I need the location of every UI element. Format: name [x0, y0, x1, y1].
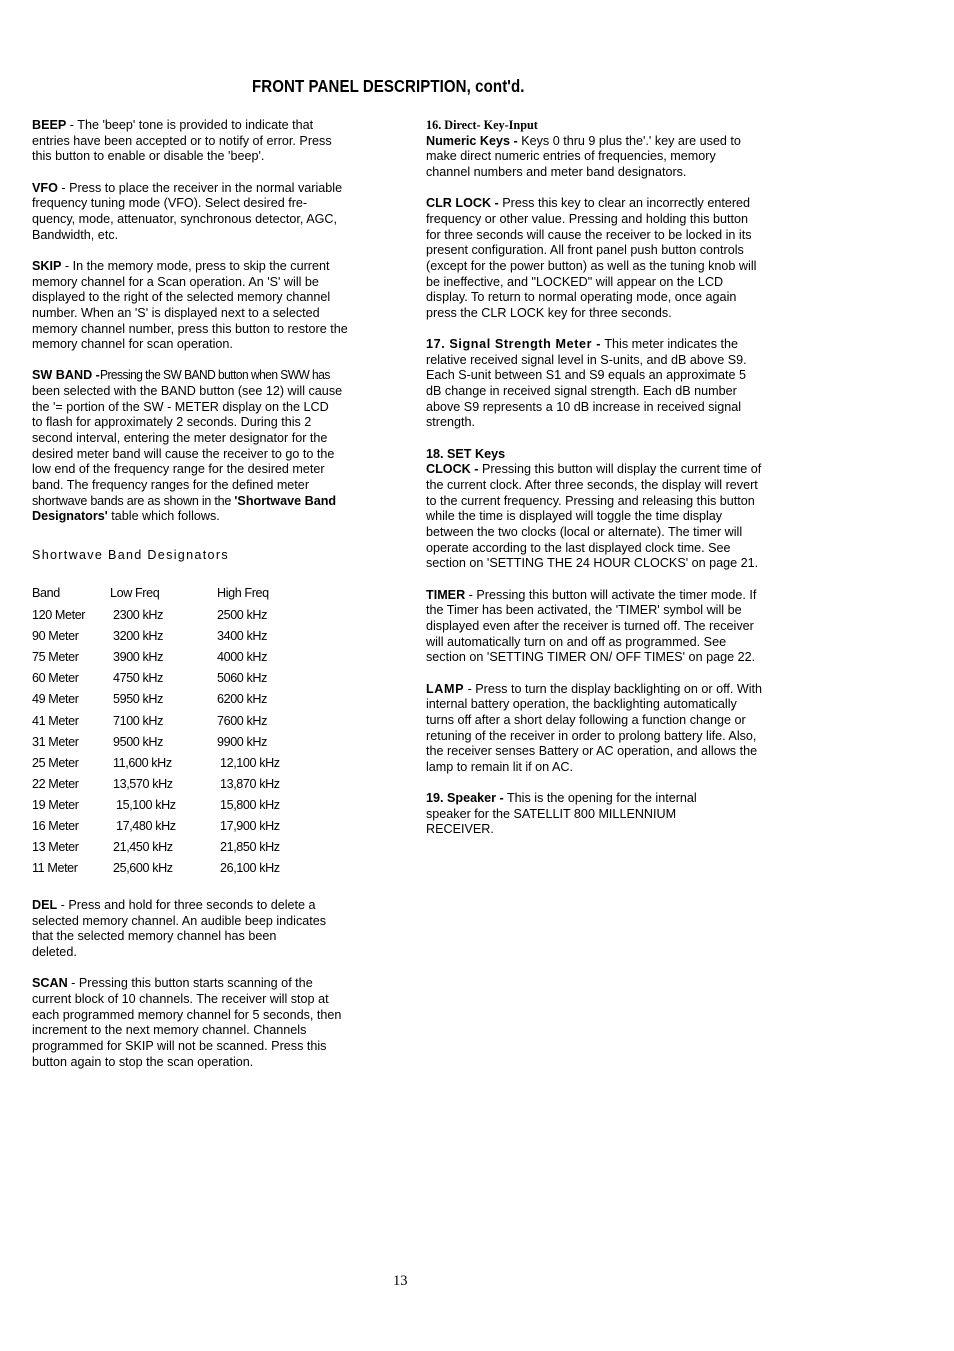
beep-term: BEEP: [32, 118, 67, 132]
right-column: [426, 118, 801, 854]
band-cell: 25 Meter: [32, 755, 79, 770]
band-cell: 75 Meter: [32, 650, 79, 665]
vfo-term: VFO: [32, 180, 58, 195]
high-freq-cell: 17,900 kHz: [220, 819, 280, 833]
vfo-description: VFO - Press to place the receiver in the normal variable frequency tuning mode (VFO). Select desired fre- quency, mode, attenuator, synchronous detector, AGC, Bandwidth, etc.: [32, 180, 343, 242]
set-keys-heading: 18. SET Keys: [426, 446, 506, 461]
low-freq-cell: 7100 kHz: [113, 713, 164, 728]
low-freq-cell: 15,100 kHz: [116, 797, 176, 812]
band-cell: 120 Meter: [32, 608, 86, 622]
high-freq-cell: 12,100 kHz: [220, 755, 280, 770]
low-freq-cell: 3200 kHz: [113, 629, 164, 644]
sw-band-description: SW BAND -Pressing the SW BAND button when SWW has been selected with the BAND button (see 12) will cause the '= portion of the SW - METER display on the LCD to flash for approximately 2 seconds. During this 2 second interval, entering the meter designator for the desired meter band will cause the receiver to go to the low end of the frequency range for the desired meter band. The frequency ranges for the defined meter shortwave bands are as shown in the 'Shortwave Band Designators' table which follows.: [32, 368, 343, 524]
lamp-description: LAMP - Press to turn the display backlighting on or off. With internal battery operation, the backlighting automatically turns off after a short delay following a function change or retuning of the receiver in order to prolong battery life. Also, the receiver senses Battery or AC operation, and allows the lamp to remain lit if on AC.: [426, 681, 763, 774]
header-low-freq: Low Freq: [110, 586, 160, 600]
lamp-term: LAMP: [426, 681, 465, 696]
band-cell: 13 Meter: [32, 840, 79, 855]
low-freq-cell: 21,450 kHz: [113, 840, 173, 855]
low-freq-cell: 4750 kHz: [113, 671, 164, 686]
skip-term: SKIP: [32, 258, 62, 273]
header-band: Band: [32, 586, 60, 600]
high-freq-cell: 15,800 kHz: [220, 797, 280, 812]
band-cell: 31 Meter: [32, 734, 79, 749]
high-freq-cell: 5060 kHz: [217, 671, 268, 686]
scan-term: SCAN: [32, 976, 68, 991]
sw-band-term: SW BAND -: [32, 368, 100, 383]
band-cell: 41 Meter: [32, 713, 79, 728]
band-cell: 11 Meter: [32, 861, 78, 876]
clr-lock-description: CLR LOCK - Press this key to clear an incorrectly entered frequency or other value. Pressing and holding this button for three seconds will cause the receiver to be locked in its present configuration. All front panel push button controls (except for the power button) as well as the tuning knob will be ineffective, and "LOCKED" will appear on the LCD display. To return to normal operating mode, once again press the CLR LOCK key for three seconds.: [426, 196, 757, 320]
signal-strength-term: 17. Signal Strength Meter -: [426, 337, 602, 352]
header-high-freq: High Freq: [217, 586, 269, 600]
high-freq-cell: 13,870 kHz: [220, 776, 280, 791]
scan-description: SCAN - Pressing this button starts scanning of the current block of 10 channels. The receiver will stop at each programmed memory channel for 5 seconds, then increment to the next memory channel. Channels programmed for SKIP will not be scanned. Press this button again to stop the scan operation.: [32, 976, 342, 1069]
high-freq-cell: 7600 kHz: [217, 713, 268, 728]
band-cell: 60 Meter: [32, 671, 79, 686]
band-cell: 90 Meter: [32, 629, 79, 644]
high-freq-cell: 6200 kHz: [217, 692, 268, 707]
beep-description: BEEP - The 'beep' tone is provided to indicate that entries have been accepted or to notify of error. Press this button to enable or disable the 'beep'.: [32, 118, 332, 164]
direct-key-input-heading: 16. Direct- Key-Input: [426, 118, 538, 132]
signal-strength-description: 17. Signal Strength Meter - This meter indicates the relative received signal level in S-units, and dB above S9. Each S-unit between S1 and S9 equals an approximate 5 dB change in received signal strength. Each dB number above S9 represents a 10 dB increase in received signal strength.: [426, 337, 747, 430]
left-column: [32, 118, 382, 564]
timer-term: TIMER: [426, 587, 466, 602]
speaker-description: 19. Speaker - This is the opening for the internal speaker for the SATELLIT 800 MILLENNIUM RECEIVER.: [426, 791, 697, 837]
clr-lock-term: CLR LOCK -: [426, 196, 499, 211]
high-freq-cell: 21,850 kHz: [220, 840, 280, 855]
low-freq-cell: 3900 kHz: [113, 650, 164, 665]
clock-term: CLOCK -: [426, 462, 479, 477]
band-cell: 22 Meter: [32, 776, 79, 791]
low-freq-cell: 13,570 kHz: [113, 776, 173, 791]
low-freq-cell: 11,600 kHz: [113, 755, 172, 770]
shortwave-band-ref: 'Shortwave Band: [234, 493, 337, 508]
table-heading: Shortwave Band Designators: [32, 548, 229, 563]
page-title: FRONT PANEL DESCRIPTION, cont'd.: [252, 76, 525, 96]
direct-key-input-section: 16. Direct- Key-Input Numeric Keys - Keys 0 thru 9 plus the'.' key are used to make direct numeric entries of frequencies, memory channel numbers and meter band designators.: [426, 118, 801, 181]
band-cell: 16 Meter: [32, 819, 79, 833]
numeric-keys-term: Numeric Keys -: [426, 133, 518, 148]
low-freq-cell: 2300 kHz: [113, 608, 164, 622]
speaker-term: 19. Speaker -: [426, 791, 504, 806]
skip-description: SKIP - In the memory mode, press to skip the current memory channel for a Scan operation. An 'S' will be displayed to the right of the selected memory channel number. When an 'S' is displayed next to a selected memory channel number, press this button to restore the memory channel for scan operation.: [32, 258, 348, 352]
high-freq-cell: 26,100 kHz: [220, 861, 280, 876]
low-freq-cell: 25,600 kHz: [113, 861, 173, 876]
high-freq-cell: 3400 kHz: [217, 629, 268, 644]
del-term: DEL: [32, 898, 58, 912]
timer-description: TIMER - Pressing this button will activate the timer mode. If the Timer has been activated, the 'TIMER' symbol will be displayed even after the receiver is turned off. The receiver will automatically turn on and off as programmed. See section on 'SETTING TIMER ON/ OFF TIMES' on page 22.: [426, 587, 757, 665]
left-column-bottom: [32, 898, 382, 1086]
low-freq-cell: 9500 kHz: [113, 734, 164, 749]
high-freq-cell: 2500 kHz: [217, 608, 268, 622]
high-freq-cell: 4000 kHz: [217, 650, 268, 665]
del-description: DEL - Press and hold for three seconds to delete a selected memory channel. An audible beep indicates that the selected memory channel has been deleted.: [32, 898, 327, 959]
low-freq-cell: 5950 kHz: [113, 692, 164, 707]
band-cell: 49 Meter: [32, 692, 79, 707]
page-number: 13: [393, 1273, 408, 1289]
low-freq-cell: 17,480 kHz: [116, 819, 176, 833]
band-cell: 19 Meter: [32, 797, 79, 812]
high-freq-cell: 9900 kHz: [217, 734, 268, 749]
set-keys-section: 18. SET Keys CLOCK - Pressing this button will display the current time of the current clock. After three seconds, the display will revert to the current frequency. Pressing and releasing this button while the time is displayed will toggle the time display between the two clocks (local or alternate). The timer will operate according to the last displayed clock time. See section on 'SETTING THE 24 HOUR CLOCKS' on page 21.: [426, 446, 762, 571]
